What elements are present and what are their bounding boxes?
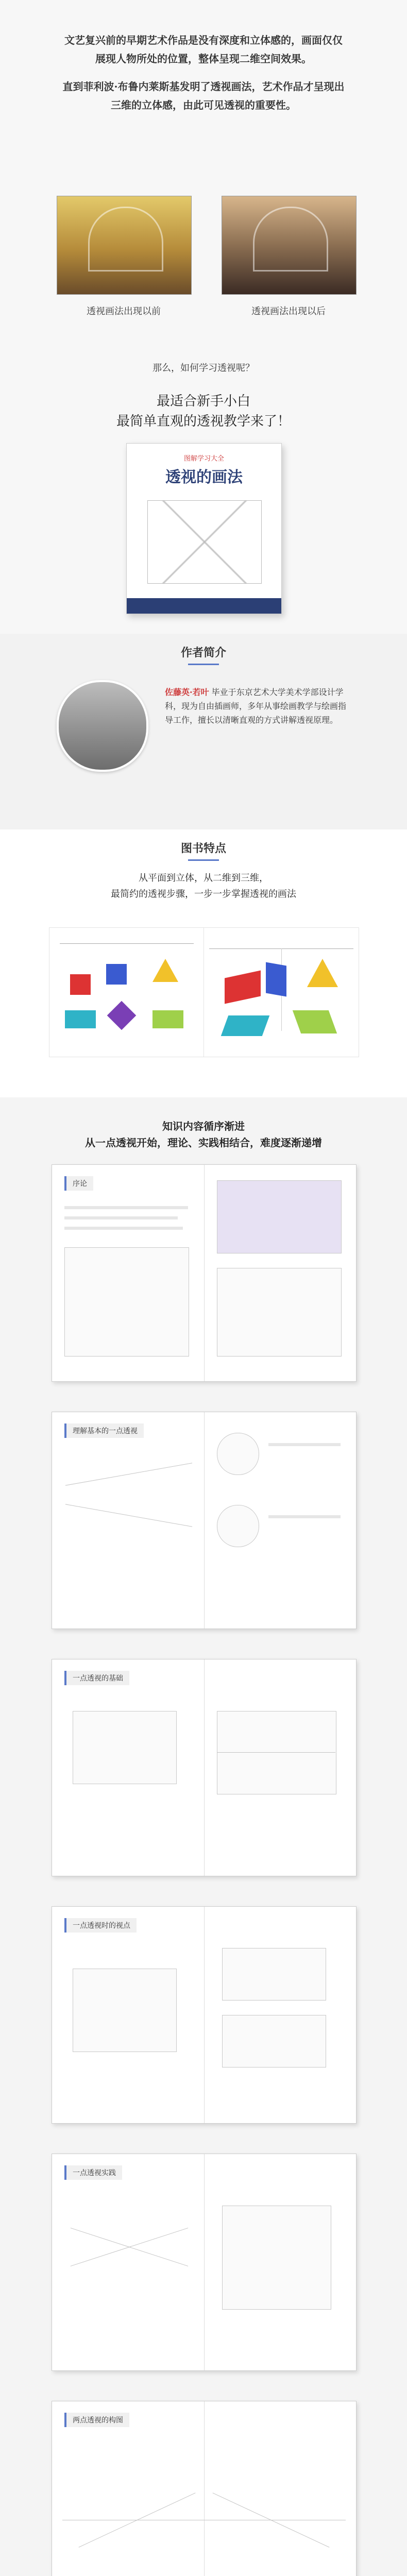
author-title-underline xyxy=(188,664,219,665)
spread-heading: 一点透视时的视点 xyxy=(64,1918,137,1933)
author-avatar xyxy=(57,680,148,772)
book-spread xyxy=(52,1659,357,1876)
intro-text xyxy=(62,31,345,124)
features-section-title: 图书特点 xyxy=(180,842,226,855)
book-cover xyxy=(126,443,282,614)
content-line-1: 知识内容循序渐进 xyxy=(162,1120,245,1132)
caption-after: 透视画法出现以后 xyxy=(251,306,326,317)
cover-sketch xyxy=(147,500,262,584)
book-spread xyxy=(52,2401,357,2576)
headline-line-2: 最简单直观的透视教学来了！ xyxy=(116,414,291,429)
content-line-2: 从一点透视开始，理论、实践相结合，难度逐渐递增 xyxy=(85,1137,322,1149)
spread-heading: 理解基本的一点透视 xyxy=(64,1423,144,1438)
spread-heading: 一点透视的基础 xyxy=(64,1671,129,1685)
features-title-underline xyxy=(188,859,219,861)
spread-heading: 一点透视实践 xyxy=(64,2165,122,2180)
spread-heading: 序论 xyxy=(64,1176,93,1191)
author-bio-text: 毕业于东京艺术大学美术学部设计学科，现为自由插画师，多年从事绘画教学与绘画指导工作，擅长以清晰直观的方式讲解透视原理。 xyxy=(165,687,347,725)
book-title: 透视的画法 xyxy=(165,468,243,486)
spread-heading: 两点透视的构图 xyxy=(64,2413,129,2427)
author-name: 佐藤英·若叶 xyxy=(165,687,209,697)
author-section-title: 作者简介 xyxy=(180,646,226,659)
caption-before: 透视画法出现以前 xyxy=(87,306,161,317)
artwork-before-perspective xyxy=(57,196,192,295)
book-spread xyxy=(52,1164,357,1382)
book-spread xyxy=(52,1412,357,1629)
content-title xyxy=(62,1118,345,1151)
cover-bottom-band xyxy=(127,598,281,614)
author-bio xyxy=(165,685,350,727)
intro-paragraph-1: 文艺复兴前的早期艺术作品是没有深度和立体感的，画面仅仅展现人物所处的位置，整体呈现二维空间效果。 xyxy=(64,34,343,65)
features-line-1: 从平面到立体，从二维到三维， xyxy=(139,873,268,884)
headline xyxy=(62,392,345,432)
question-text: 那么，如何学习透视呢？ xyxy=(152,363,255,374)
book-spread xyxy=(52,1906,357,2124)
features-line-2: 最简约的透视步骤，一步一步掌握透视的画法 xyxy=(111,888,296,900)
features-subtitle xyxy=(62,871,345,902)
diagram-2d-shapes xyxy=(49,927,205,1057)
diagram-3d-perspective xyxy=(204,927,359,1057)
book-subtitle: 图解学习大全 xyxy=(183,455,224,463)
intro-paragraph-2: 直到菲利波·布鲁内莱斯基发明了透视画法，艺术作品才呈现出三维的立体感，由此可见透视的重要性。 xyxy=(62,80,345,111)
artwork-after-perspective xyxy=(222,196,357,295)
headline-line-1: 最适合新手小白 xyxy=(156,394,250,409)
book-spread xyxy=(52,2154,357,2371)
